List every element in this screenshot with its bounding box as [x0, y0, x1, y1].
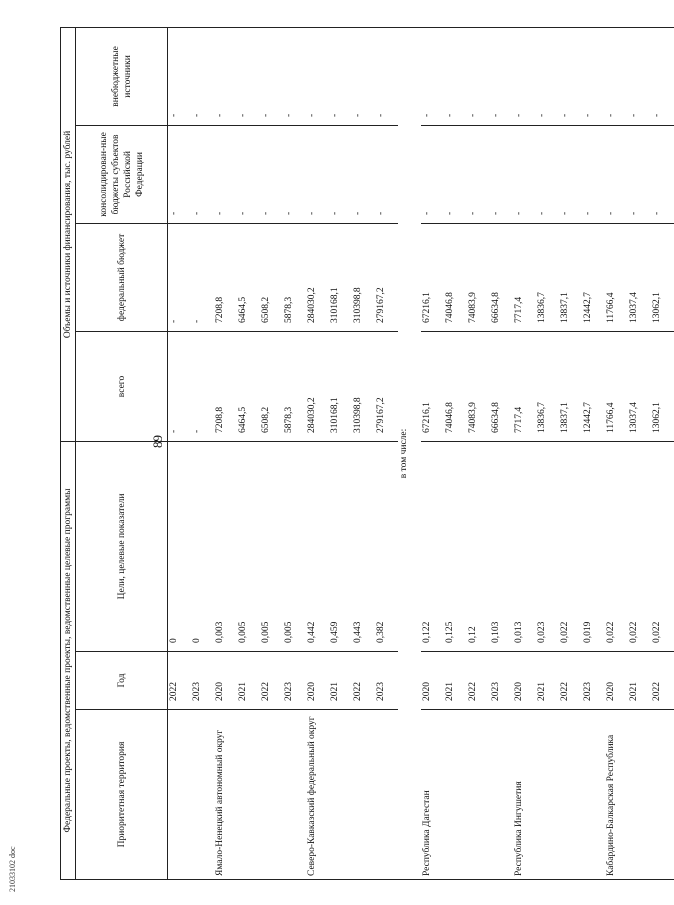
extrabudgetary-cell: -: [306, 27, 329, 125]
table-row: [651, 27, 674, 879]
extrabudgetary-cell: -: [490, 27, 513, 125]
document-footer-code: 21033102 doc: [8, 846, 17, 892]
regional-budget-cell: -: [513, 125, 536, 223]
table-row: [168, 27, 192, 879]
year-cell: 2022: [260, 652, 283, 710]
year-cell: 2021: [237, 652, 260, 710]
extrabudgetary-cell: -: [260, 27, 283, 125]
year-cell: 2020: [605, 652, 628, 710]
total-cell: 13062,1: [651, 331, 674, 441]
federal-budget-cell: 279167,2: [375, 223, 398, 331]
extrabudgetary-cell: -: [582, 27, 605, 125]
territory-cell: [490, 710, 513, 880]
regional-budget-cell: -: [283, 125, 306, 223]
goal-value-cell: 0,005: [260, 441, 283, 651]
goal-value-cell: 0,023: [536, 441, 559, 651]
territory-cell: [559, 710, 582, 880]
table-row: [513, 27, 536, 879]
extrabudgetary-cell: -: [536, 27, 559, 125]
table-row: [559, 27, 582, 879]
territory-cell: [651, 710, 674, 880]
table-row: [306, 27, 329, 879]
column-goals: Цели, целевые показатели: [76, 441, 168, 651]
goal-value-cell: 0,442: [306, 441, 329, 651]
table-row: [283, 27, 306, 879]
extrabudgetary-cell: -: [421, 27, 444, 125]
total-cell: 6508,2: [260, 331, 283, 441]
table-row: [191, 27, 214, 879]
year-cell: 2021: [444, 652, 467, 710]
total-cell: 66634,8: [490, 331, 513, 441]
table-row: [214, 27, 237, 879]
table-row: [490, 27, 513, 879]
territory-cell: [329, 710, 352, 880]
header-financing: Объемы и источники финансирования, тыс. рублей: [61, 27, 76, 441]
goal-value-cell: 0,125: [444, 441, 467, 651]
regional-budget-cell: -: [651, 125, 674, 223]
federal-budget-cell: 74083,9: [467, 223, 490, 331]
regional-budget-cell: -: [582, 125, 605, 223]
territory-cell: [628, 710, 651, 880]
goal-value-cell: 0,022: [559, 441, 582, 651]
regional-budget-cell: -: [168, 125, 192, 223]
goal-value-cell: 0,382: [375, 441, 398, 651]
extrabudgetary-cell: -: [352, 27, 375, 125]
table-row: [628, 27, 651, 879]
total-cell: -: [191, 331, 214, 441]
column-territory: Приоритетная территория: [76, 710, 168, 880]
total-cell: 13836,7: [536, 331, 559, 441]
year-cell: 2022: [651, 652, 674, 710]
year-cell: 2023: [490, 652, 513, 710]
total-cell: 67216,1: [421, 331, 444, 441]
federal-budget-cell: 67216,1: [421, 223, 444, 331]
federal-budget-cell: -: [168, 223, 192, 331]
year-cell: 2022: [467, 652, 490, 710]
territory-cell: [536, 710, 559, 880]
total-cell: 6464,5: [237, 331, 260, 441]
goal-value-cell: 0,443: [352, 441, 375, 651]
regional-budget-cell: -: [306, 125, 329, 223]
goal-value-cell: 0: [168, 441, 192, 651]
territory-cell: Кабардино-Балкарская Республика: [605, 710, 628, 880]
regional-budget-cell: -: [490, 125, 513, 223]
goal-value-cell: 0: [191, 441, 214, 651]
table-row: [605, 27, 628, 879]
goal-value-cell: 0,022: [628, 441, 651, 651]
extrabudgetary-cell: -: [444, 27, 467, 125]
federal-budget-cell: 11766,4: [605, 223, 628, 331]
territory-cell: [467, 710, 490, 880]
federal-budget-cell: 12442,7: [582, 223, 605, 331]
extrabudgetary-cell: -: [283, 27, 306, 125]
goal-value-cell: 0,005: [237, 441, 260, 651]
territory-cell: [191, 710, 214, 880]
extrabudgetary-cell: -: [214, 27, 237, 125]
year-cell: 2023: [191, 652, 214, 710]
territory-cell: Ямало-Ненецкий автономный округ: [214, 710, 237, 880]
regional-budget-cell: -: [559, 125, 582, 223]
regional-budget-cell: -: [375, 125, 398, 223]
table-row: [467, 27, 490, 879]
page-number: 89: [150, 435, 165, 448]
extrabudgetary-cell: -: [237, 27, 260, 125]
regional-budget-cell: -: [444, 125, 467, 223]
table-body: [168, 27, 674, 879]
federal-budget-cell: 284030,2: [306, 223, 329, 331]
territory-cell: [283, 710, 306, 880]
goal-value-cell: 0,12: [467, 441, 490, 651]
federal-budget-cell: 13836,7: [536, 223, 559, 331]
total-cell: 279167,2: [375, 331, 398, 441]
federal-budget-cell: 13037,4: [628, 223, 651, 331]
territory-cell: Республика Дагестан: [421, 710, 444, 880]
extrabudgetary-cell: -: [605, 27, 628, 125]
total-cell: 5878,3: [283, 331, 306, 441]
goal-value-cell: 0,013: [513, 441, 536, 651]
extrabudgetary-cell: -: [559, 27, 582, 125]
federal-budget-cell: 74046,8: [444, 223, 467, 331]
regional-budget-cell: -: [628, 125, 651, 223]
year-cell: 2022: [168, 652, 192, 710]
regional-budget-cell: -: [352, 125, 375, 223]
table-row: [582, 27, 605, 879]
federal-budget-cell: 310398,8: [352, 223, 375, 331]
table-row: [260, 27, 283, 879]
regional-budget-cell: -: [191, 125, 214, 223]
total-cell: 7717,4: [513, 331, 536, 441]
extrabudgetary-cell: -: [168, 27, 192, 125]
table-row: [237, 27, 260, 879]
territory-cell: [444, 710, 467, 880]
federal-budget-cell: 7717,4: [513, 223, 536, 331]
extrabudgetary-cell: -: [191, 27, 214, 125]
goal-value-cell: 0,003: [214, 441, 237, 651]
year-cell: 2021: [329, 652, 352, 710]
territory-cell: [352, 710, 375, 880]
territory-cell: [375, 710, 398, 880]
year-cell: 2020: [421, 652, 444, 710]
column-regional-budgets: консолидирован-ные бюджеты субъектов Российской Федерации: [76, 125, 168, 223]
territory-cell: [237, 710, 260, 880]
subheading-in-that-number: в том числе:: [398, 27, 421, 879]
regional-budget-cell: -: [536, 125, 559, 223]
year-cell: 2023: [375, 652, 398, 710]
year-cell: 2021: [628, 652, 651, 710]
year-cell: 2020: [214, 652, 237, 710]
year-cell: 2022: [559, 652, 582, 710]
regional-budget-cell: -: [214, 125, 237, 223]
total-cell: 11766,4: [605, 331, 628, 441]
total-cell: 74046,8: [444, 331, 467, 441]
column-federal-budget: федеральный бюджет: [76, 223, 168, 331]
total-cell: 310168,1: [329, 331, 352, 441]
goal-value-cell: 0,022: [605, 441, 628, 651]
regional-budget-cell: -: [260, 125, 283, 223]
total-cell: 284030,2: [306, 331, 329, 441]
goal-value-cell: 0,122: [421, 441, 444, 651]
goal-value-cell: 0,459: [329, 441, 352, 651]
federal-budget-cell: -: [191, 223, 214, 331]
total-cell: 310398,8: [352, 331, 375, 441]
goal-value-cell: 0,019: [582, 441, 605, 651]
year-cell: 2020: [306, 652, 329, 710]
total-cell: 74083,9: [467, 331, 490, 441]
column-extrabudgetary: внебюджетные источники: [76, 27, 168, 125]
federal-budget-cell: 5878,3: [283, 223, 306, 331]
federal-budget-cell: 6508,2: [260, 223, 283, 331]
column-year: Год: [76, 652, 168, 710]
year-cell: 2020: [513, 652, 536, 710]
table-row: [329, 27, 352, 879]
territory-cell: Северо-Кавказский федеральный округ: [306, 710, 329, 880]
regional-budget-cell: -: [237, 125, 260, 223]
header-projects: Федеральные проекты, ведомственные проекты, ведомственные целевые программы: [61, 441, 76, 879]
goal-value-cell: 0,103: [490, 441, 513, 651]
total-cell: -: [168, 331, 192, 441]
regional-budget-cell: -: [605, 125, 628, 223]
extrabudgetary-cell: -: [628, 27, 651, 125]
regional-budget-cell: -: [467, 125, 490, 223]
territory-cell: [168, 710, 192, 880]
federal-budget-cell: 13837,1: [559, 223, 582, 331]
regional-budget-cell: -: [329, 125, 352, 223]
total-cell: 12442,7: [582, 331, 605, 441]
table-row: [444, 27, 467, 879]
table-row: [421, 27, 444, 879]
year-cell: 2021: [536, 652, 559, 710]
federal-budget-cell: 6464,5: [237, 223, 260, 331]
year-cell: 2023: [283, 652, 306, 710]
total-cell: 7208,8: [214, 331, 237, 441]
federal-budget-cell: 13062,1: [651, 223, 674, 331]
extrabudgetary-cell: -: [375, 27, 398, 125]
territory-cell: [260, 710, 283, 880]
total-cell: 13837,1: [559, 331, 582, 441]
subheading-row: [398, 27, 421, 879]
regional-budget-cell: -: [421, 125, 444, 223]
financing-table: [60, 27, 674, 880]
extrabudgetary-cell: -: [467, 27, 490, 125]
table-row: [536, 27, 559, 879]
year-cell: 2022: [352, 652, 375, 710]
column-total: всего: [76, 331, 168, 441]
total-cell: 13037,4: [628, 331, 651, 441]
goal-value-cell: 0,022: [651, 441, 674, 651]
table-row: [352, 27, 375, 879]
federal-budget-cell: 66634,8: [490, 223, 513, 331]
year-cell: 2023: [582, 652, 605, 710]
federal-budget-cell: 7208,8: [214, 223, 237, 331]
rotated-table-sheet: [60, 28, 662, 880]
extrabudgetary-cell: -: [651, 27, 674, 125]
federal-budget-cell: 310168,1: [329, 223, 352, 331]
table-row: [375, 27, 398, 879]
extrabudgetary-cell: -: [329, 27, 352, 125]
goal-value-cell: 0,005: [283, 441, 306, 651]
extrabudgetary-cell: -: [513, 27, 536, 125]
territory-cell: Республика Ингушетия: [513, 710, 536, 880]
territory-cell: [582, 710, 605, 880]
